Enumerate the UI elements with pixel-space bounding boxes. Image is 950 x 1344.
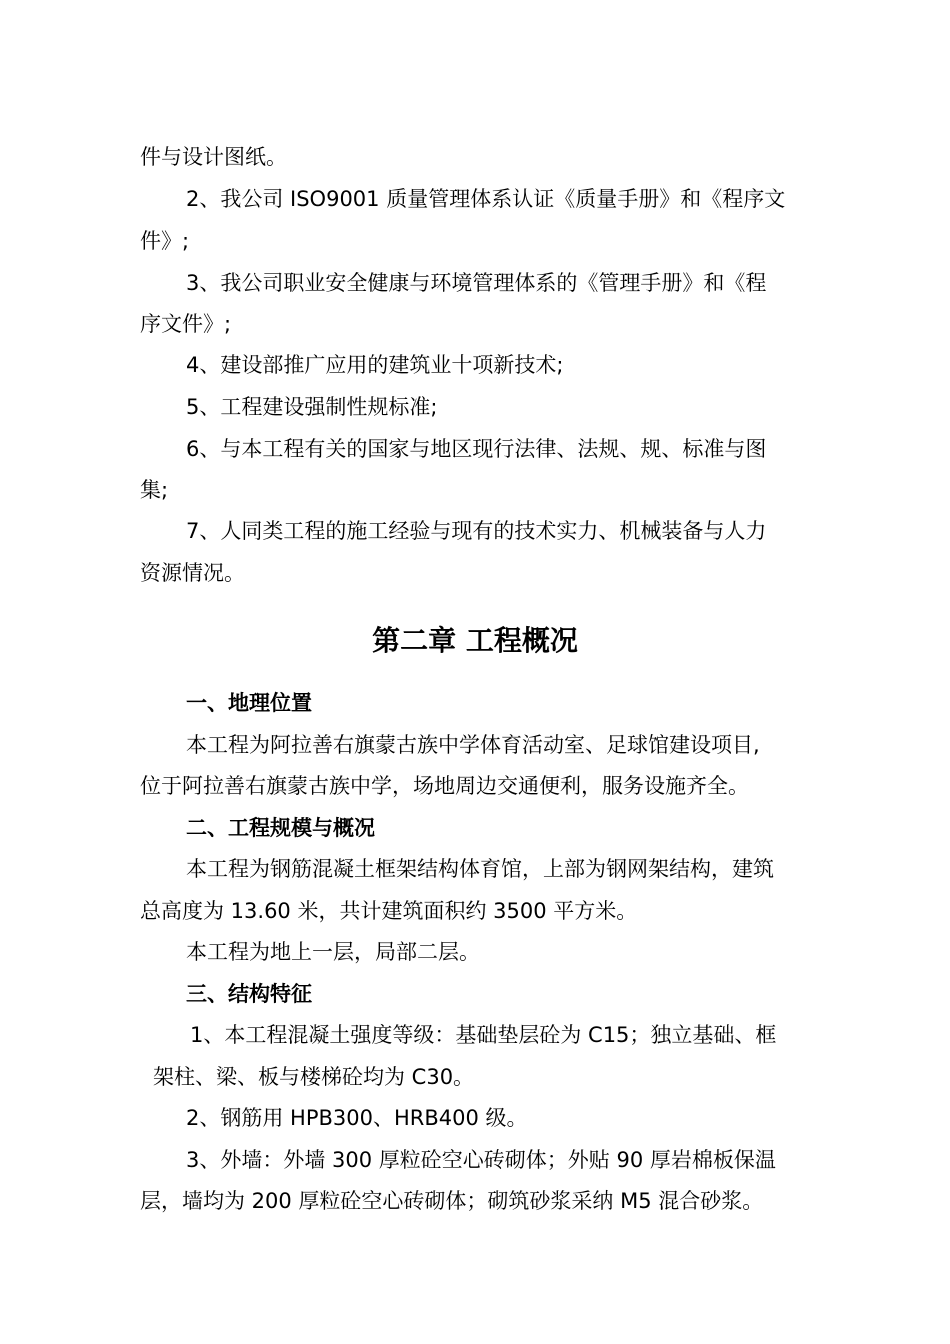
text-line: 件与设计图纸。 xyxy=(140,145,287,169)
text-line: 集; xyxy=(140,478,169,502)
text-line: 资源情况。 xyxy=(140,561,245,585)
chapter-title: 第二章 工程概况 xyxy=(372,624,578,657)
list-item-3: 3、我公司职业安全健康与环境管理体系的《管理手册》和《程 xyxy=(186,271,767,295)
text-line: 件》; xyxy=(140,229,190,253)
paragraph-line: 本工程为地上一层，局部二层。 xyxy=(186,940,480,964)
paragraph-line: 总高度为 13.60 米，共计建筑面积约 3500 平方米。 xyxy=(140,899,638,923)
list-item-2: 2、我公司 ISO9001 质量管理体系认证《质量手册》和《程序文 xyxy=(186,187,786,211)
paragraph-line: 本工程为阿拉善右旗蒙古族中学体育活动室、足球馆建设项目, xyxy=(186,733,760,757)
paragraph-line: 本工程为钢筋混凝土框架结构体育馆，上部为钢网架结构，建筑 xyxy=(186,857,774,881)
paragraph-line: 层，墙均为 200 厚粒砼空心砖砌体；砌筑砂浆采纳 M5 混合砂浆。 xyxy=(140,1189,764,1213)
list-item-5: 5、工程建设强制性规标准; xyxy=(186,395,438,419)
list-item-6: 6、与本工程有关的国家与地区现行法律、法规、规、标准与图 xyxy=(186,437,767,461)
paragraph-line: 位于阿拉善右旗蒙古族中学，场地周边交通便利，服务设施齐全。 xyxy=(140,774,749,798)
list-item-4: 4、建设部推广应用的建筑业十项新技术; xyxy=(186,353,564,377)
section-heading-location: 一、地理位置 xyxy=(186,691,312,715)
section-heading-scale: 二、工程规模与概况 xyxy=(186,816,375,840)
paragraph-line: 1、本工程混凝土强度等级：基础垫层砼为 C15；独立基础、框 xyxy=(190,1023,777,1047)
section-heading-structure: 三、结构特征 xyxy=(186,982,312,1006)
paragraph-line: 2、钢筋用 HPB300、HRB400 级。 xyxy=(186,1106,528,1130)
text-line: 序文件》; xyxy=(140,312,232,336)
paragraph-line: 架柱、梁、板与楼梯砼均为 C30。 xyxy=(153,1065,475,1089)
paragraph-line: 3、外墙：外墙 300 厚粒砼空心砖砌体；外贴 90 厚岩棉板保温 xyxy=(186,1148,776,1172)
list-item-7: 7、人同类工程的施工经验与现有的技术实力、机械装备与人力 xyxy=(186,519,767,543)
